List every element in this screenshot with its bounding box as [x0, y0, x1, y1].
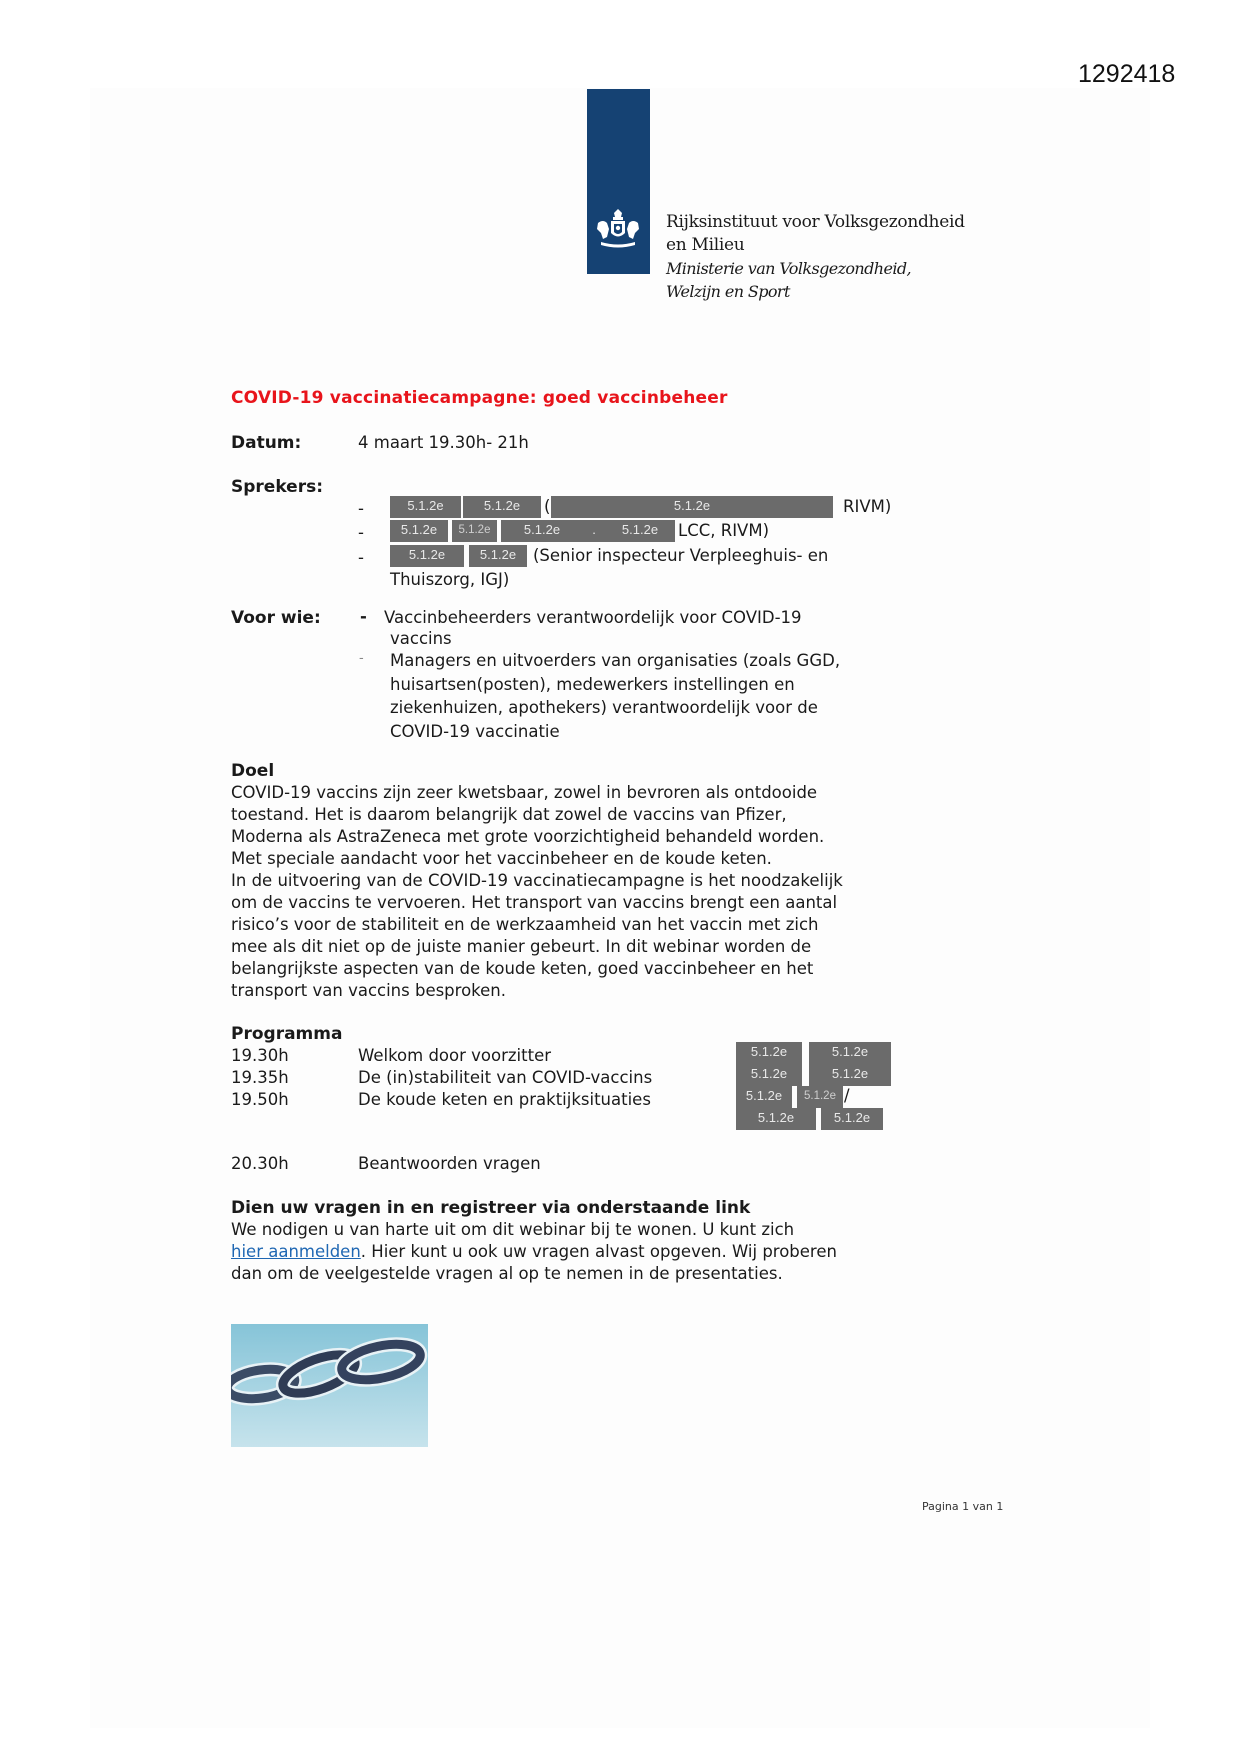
audience-2-line4: COVID-19 vaccinatie [390, 722, 560, 741]
doel-line: transport van vaccins besproken. [231, 981, 506, 1000]
organization-name [666, 211, 965, 257]
sprekers-label: Sprekers: [231, 477, 324, 497]
register-link[interactable]: hier aanmelden [231, 1242, 361, 1261]
document-title: COVID-19 vaccinatiecampagne: goed vaccinbeheer [231, 388, 728, 408]
doel-line: risico’s voor de stabiliteit en de werkzaamheid van het vaccin met zich [231, 915, 819, 934]
org-name-line2: en Milieu [666, 235, 745, 255]
org-name-line1: Rijksinstituut voor Volksgezondheid [666, 212, 965, 232]
doel-line: om de vaccins te vervoeren. Het transport van vaccins brengt een aantal [231, 893, 838, 912]
audience-2-line2: huisartsen(posten), medewerkers instellingen en [390, 675, 795, 694]
program-time: 20.30h [231, 1154, 289, 1173]
audience-1-line2: vaccins [390, 629, 452, 648]
speaker-1-open-paren: ( [544, 497, 551, 516]
redaction-block: 5.1.2e [390, 496, 461, 518]
doel-line: mee als dit niet op de juiste manier gebeurt. In dit webinar worden de [231, 937, 812, 956]
speaker-3-dash: - [358, 548, 364, 567]
doel-heading: Doel [231, 761, 275, 781]
redaction-block: 5.1.2e [736, 1042, 802, 1064]
program-time: 19.30h [231, 1046, 289, 1065]
redaction-block: . [583, 520, 605, 542]
royal-crest-icon [593, 207, 643, 257]
audience-1-line1: Vaccinbeheerders verantwoordelijk voor COVID-19 [384, 608, 802, 627]
chain-icon [231, 1324, 428, 1447]
redaction-block: 5.1.2e [809, 1064, 891, 1086]
ministry-line2: Welzijn en Sport [666, 282, 790, 301]
doel-line: toestand. Het is daarom belangrijk dat zowel de vaccins van Pfizer, [231, 805, 787, 824]
datum-value: 4 maart 19.30h- 21h [358, 433, 529, 452]
redaction-block: 5.1.2e [605, 520, 675, 542]
redaction-block: 5.1.2e [469, 545, 527, 567]
registration-heading: Dien uw vragen in en registreer via onderstaande link [231, 1198, 751, 1218]
redaction-block: 5.1.2e [452, 520, 497, 542]
program-time: 19.50h [231, 1090, 289, 1109]
redaction-block: 5.1.2e [463, 496, 541, 518]
doel-line: Moderna als AstraZeneca met grote voorzichtigheid behandeld worden. [231, 827, 825, 846]
audience-2-line1: Managers en uitvoerders van organisaties (zoals GGD, [390, 651, 841, 670]
redaction-block: 5.1.2e [821, 1108, 883, 1130]
registration-line2 [231, 1241, 837, 1263]
doel-line: Met speciale aandacht voor het vaccinbeheer en de koude keten. [231, 849, 772, 868]
audience-2-line3: ziekenhuizen, apothekers) verantwoordelijk voor de [390, 698, 818, 717]
datum-label: Datum: [231, 433, 302, 453]
speaker-2-dash: - [358, 523, 364, 542]
programma-heading: Programma [231, 1024, 343, 1044]
doel-line: In de uitvoering van de COVID-19 vaccinatiecampagne is het noodzakelijk [231, 871, 843, 890]
redaction-block: 5.1.2e [809, 1042, 891, 1064]
audience-2-dash: - [359, 651, 364, 666]
redaction-block: 5.1.2e [551, 496, 833, 518]
redaction-block: 5.1.2e [797, 1086, 843, 1108]
ministry-line1: Ministerie van Volksgezondheid, [666, 259, 912, 278]
doel-line: COVID-19 vaccins zijn zeer kwetsbaar, zowel in bevroren als ontdooide [231, 783, 818, 802]
redaction-block: 5.1.2e [736, 1064, 802, 1086]
audience-1-dash: - [360, 607, 367, 626]
registration-line3: dan om de veelgestelde vragen al op te nemen in de presentaties. [231, 1264, 783, 1283]
program-item: Welkom door voorzitter [358, 1046, 552, 1065]
speaker-3-role: (Senior inspecteur Verpleeghuis- en [533, 546, 829, 565]
program-time: 19.35h [231, 1068, 289, 1087]
registration-line2-text: . Hier kunt u ook uw vragen alvast opgeven. Wij proberen [360, 1242, 837, 1261]
voor-wie-label: Voor wie: [231, 608, 321, 628]
redaction-block: 5.1.2e [736, 1086, 792, 1108]
speaker-2-org: LCC, RIVM) [678, 521, 770, 540]
redaction-block: 5.1.2e [736, 1108, 816, 1130]
page-number: Pagina 1 van 1 [922, 1500, 1004, 1513]
speaker-1-dash: - [358, 499, 364, 518]
redaction-block: 5.1.2e [390, 545, 464, 567]
program-slash: / [844, 1086, 850, 1105]
doel-line: belangrijkste aspecten van de koude keten, goed vaccinbeheer en het [231, 959, 814, 978]
speaker-3-role-continuation: Thuiszorg, IGJ) [390, 570, 510, 589]
program-item: De (in)stabiliteit van COVID-vaccins [358, 1068, 653, 1087]
speaker-1-org: RIVM) [843, 497, 892, 516]
ministry-name [666, 257, 911, 303]
document-number: 1292418 [1078, 60, 1176, 88]
chain-links-image [231, 1324, 428, 1447]
registration-line1: We nodigen u van harte uit om dit webinar bij te wonen. U kunt zich [231, 1220, 795, 1239]
program-item: Beantwoorden vragen [358, 1154, 541, 1173]
redaction-block: 5.1.2e [390, 520, 448, 542]
redaction-block: 5.1.2e [501, 520, 583, 542]
program-item: De koude keten en praktijksituaties [358, 1090, 651, 1109]
logo-bar [587, 89, 650, 274]
